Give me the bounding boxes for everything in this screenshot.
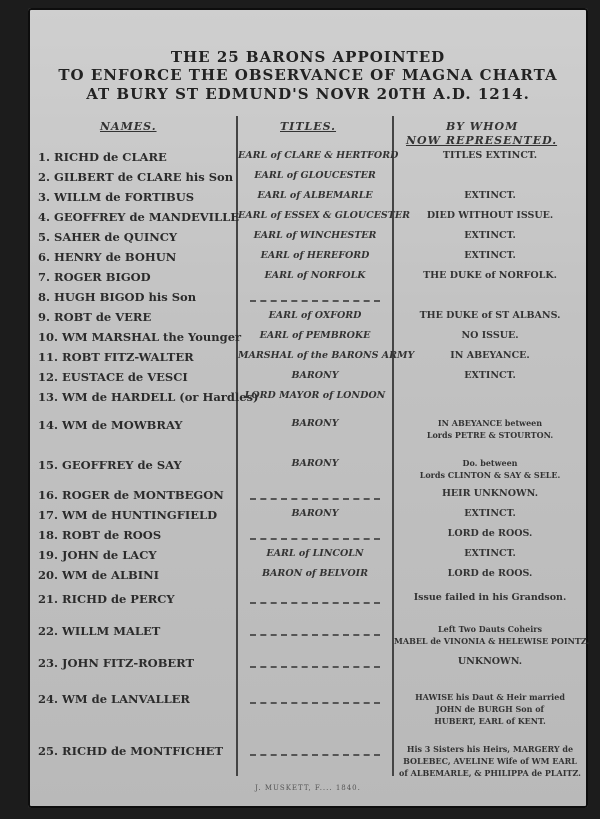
baron-row (28, 310, 588, 328)
baron-name: 9. ROBT de VERE (38, 310, 152, 324)
baron-title: EARL of PEMBROKE (259, 330, 371, 341)
baron-row (28, 270, 588, 288)
baron-name: 7. ROGER BIGOD (38, 270, 151, 284)
represented-by: His 3 Sisters his Heirs, MARGERY de (406, 744, 574, 754)
baron-row (28, 458, 588, 480)
represented-by: EXTINCT. (464, 250, 516, 261)
represented-by: THE DUKE of NORFOLK. (423, 270, 557, 281)
baron-row (28, 250, 588, 268)
baron-name: 2. GILBERT de CLARE his Son (38, 170, 234, 184)
represented-by: EXTINCT. (464, 548, 516, 559)
baron-name: 17. WM de HUNTINGFIELD (38, 508, 218, 522)
represented-by: DIED WITHOUT ISSUE. (426, 210, 554, 221)
heading-line-1: THE 25 BARONS APPOINTED (170, 48, 446, 66)
column-header-represented-1: BY WHOM (446, 120, 519, 133)
represented-by: THE DUKE of ST ALBANS. (419, 310, 561, 321)
memorial-tablet (28, 8, 588, 808)
heading-line-3: AT BURY ST EDMUND'S NOVR 20TH A.D. 1214. (86, 85, 530, 103)
baron-row (28, 692, 588, 726)
baron-title: BARONY (291, 370, 339, 381)
baron-title: EARL of GLOUCESTER (254, 170, 376, 181)
baron-name: 3. WILLM de FORTIBUS (38, 190, 195, 204)
baron-row (28, 508, 588, 526)
baron-title: EARL of LINCOLN (266, 548, 364, 559)
baron-row (28, 190, 588, 208)
baron-row (28, 592, 588, 610)
baron-title: BARON of BELVOIR (262, 568, 368, 579)
baron-name: 20. WM de ALBINI (38, 568, 160, 582)
baron-name: 4. GEOFFREY de MANDEVILLE (38, 210, 239, 224)
represented-by: UNKNOWN. (457, 656, 523, 667)
represented-by: EXTINCT. (464, 230, 516, 241)
represented-by: HEIR UNKNOWN. (441, 488, 539, 499)
baron-row (28, 548, 588, 566)
baron-name: 22. WILLM MALET (38, 624, 161, 638)
baron-title: EARL of OXFORD (268, 310, 362, 321)
baron-title: BARONY (291, 418, 339, 429)
represented-by: EXTINCT. (464, 508, 516, 519)
baron-row (28, 230, 588, 248)
represented-by: IN ABEYANCE. (450, 350, 530, 361)
represented-by: IN ABEYANCE between (437, 418, 543, 428)
baron-name: 19. JOHN de LACY (38, 548, 157, 562)
baron-title: EARL of HEREFORD (260, 250, 370, 261)
baron-name: 23. JOHN FITZ-ROBERT (38, 656, 195, 670)
baron-name: 13. WM de HARDELL (or Hardles) (38, 390, 259, 404)
represented-by: of ALBEMARLE, & PHILIPPA de PLAITZ. (399, 768, 581, 778)
heading-line-2: TO ENFORCE THE OBSERVANCE OF MAGNA CHARTA (58, 66, 558, 84)
represented-by: HUBERT, EARL of KENT. (434, 716, 546, 726)
represented-by: Do. between (462, 458, 518, 468)
baron-title: EARL of ESSEX & GLOUCESTER (238, 210, 411, 221)
blank-title-rule (250, 300, 380, 302)
baron-title: BARONY (291, 458, 339, 469)
baron-title: MARSHAL of the BARONS ARMY (238, 350, 415, 361)
baron-row (28, 568, 588, 586)
column-header-titles: TITLES. (280, 120, 337, 133)
represented-by: Lords PETRE & STOURTON. (426, 430, 554, 440)
baron-name: 25. RICHD de MONTFICHET (38, 744, 224, 758)
represented-by: LORD de ROOS. (447, 568, 533, 579)
represented-by: TITLES EXTINCT. (442, 150, 538, 161)
represented-by: NO ISSUE. (461, 330, 519, 341)
column-header-names: NAMES. (100, 120, 157, 133)
baron-name: 10. WM MARSHAL the Younger (38, 330, 242, 344)
baron-name: 11. ROBT FITZ-WALTER (38, 350, 194, 364)
baron-row (28, 330, 588, 348)
represented-by: MABEL de VINONIA & HELEWISE POINTZ. (394, 636, 590, 646)
blank-title-rule (250, 666, 380, 668)
blank-title-rule (250, 702, 380, 704)
baron-row (28, 150, 588, 168)
blank-title-rule (250, 538, 380, 540)
baron-name: 24. WM de LANVALLER (38, 692, 190, 706)
baron-title: EARL of NORFOLK (264, 270, 366, 281)
represented-by: Left Two Dauts Coheirs (437, 624, 542, 634)
engraver-credit: J. MUSKETT, F.... 1840. (255, 784, 361, 792)
baron-title: EARL of ALBEMARLE (257, 190, 373, 201)
represented-by: LORD de ROOS. (447, 528, 533, 539)
baron-title: LORD MAYOR of LONDON (244, 390, 386, 401)
baron-row (28, 528, 588, 546)
baron-row (28, 390, 588, 408)
blank-title-rule (250, 602, 380, 604)
represented-by: HAWISE his Daut & Heir married (415, 692, 565, 702)
baron-name: 15. GEOFFREY de SAY (38, 458, 182, 472)
baron-name: 21. RICHD de PERCY (38, 592, 175, 606)
baron-title: BARONY (291, 508, 339, 519)
baron-row (28, 744, 588, 778)
blank-title-rule (250, 634, 380, 636)
represented-by: Issue failed in his Grandson. (413, 592, 567, 603)
represented-by: EXTINCT. (464, 370, 516, 381)
represented-by: JOHN de BURGH Son of (436, 704, 544, 714)
baron-name: 8. HUGH BIGOD his Son (38, 290, 197, 304)
baron-row (28, 170, 588, 188)
represented-by: Lords CLINTON & SAY & SELE. (419, 470, 561, 480)
baron-name: 6. HENRY de BOHUN (38, 250, 177, 264)
blank-title-rule (250, 754, 380, 756)
represented-by: BOLEBEC, AVELINE Wife of WM EARL (403, 756, 577, 766)
baron-row (28, 656, 588, 674)
column-header-represented-2: NOW REPRESENTED. (406, 134, 558, 147)
baron-name: 12. EUSTACE de VESCI (38, 370, 188, 384)
baron-name: 5. SAHER de QUINCY (38, 230, 178, 244)
baron-name: 1. RICHD de CLARE (38, 150, 167, 164)
baron-name: 18. ROBT de ROOS (38, 528, 162, 542)
blank-title-rule (250, 498, 380, 500)
baron-row (28, 350, 588, 368)
baron-row (28, 290, 588, 308)
baron-name: 16. ROGER de MONTBEGON (38, 488, 224, 502)
baron-row (28, 370, 588, 388)
baron-title: EARL of CLARE & HERTFORD (238, 150, 399, 161)
baron-name: 14. WM de MOWBRAY (38, 418, 183, 432)
baron-title: EARL of WINCHESTER (253, 230, 377, 241)
represented-by: EXTINCT. (464, 190, 516, 201)
baron-row (28, 418, 588, 440)
baron-row (28, 488, 588, 506)
baron-row (28, 210, 588, 228)
baron-row (28, 624, 590, 646)
